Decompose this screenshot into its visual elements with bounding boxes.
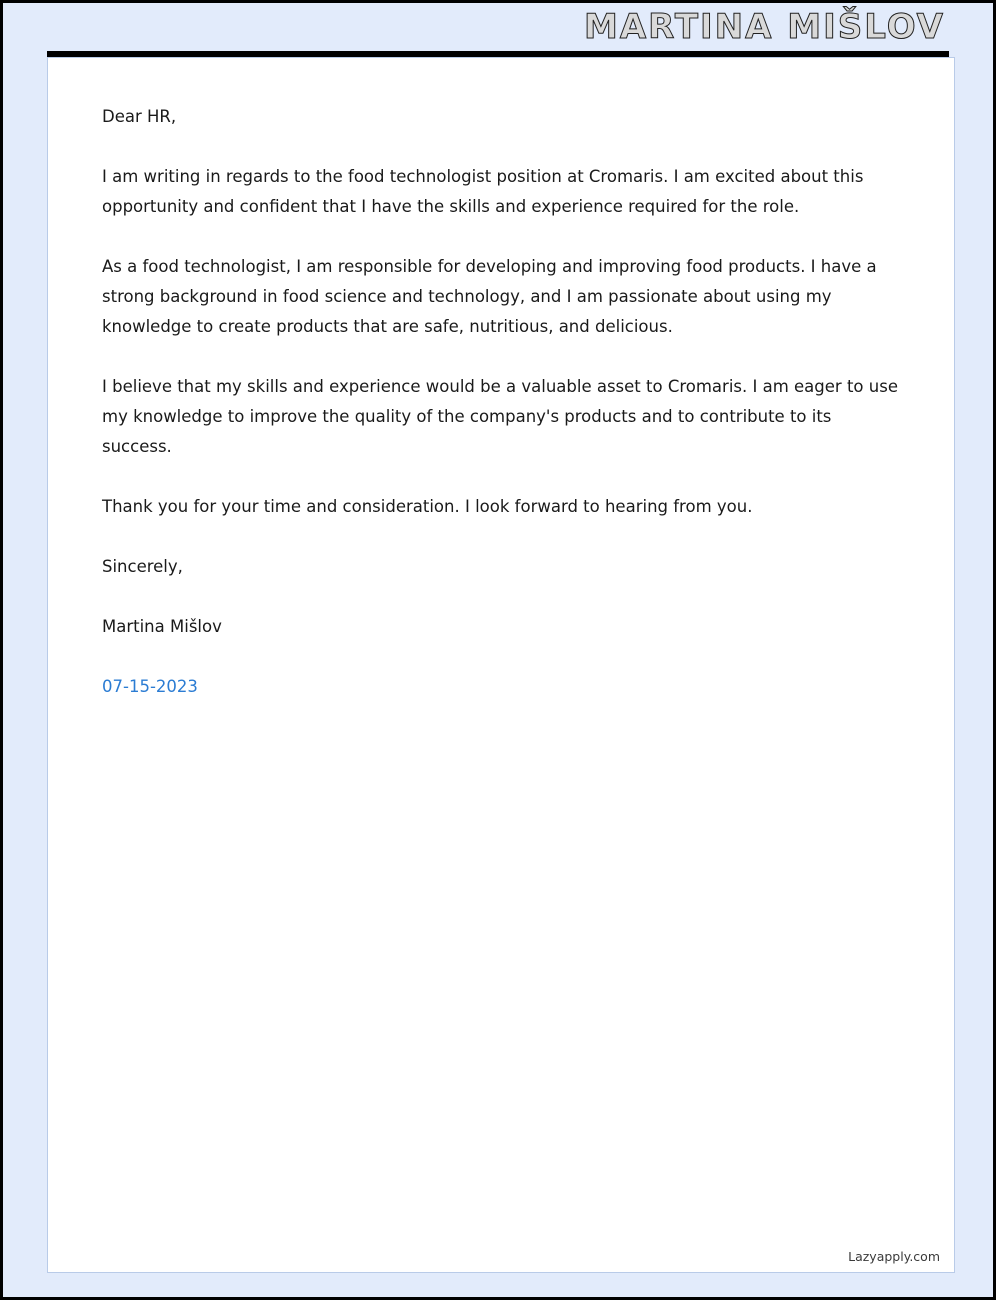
letter-paragraph-3: I believe that my skills and experience would be a valuable asset to Cromaris. I am eager to use my knowledge to improve the quality of the company's products and to contribute to its success.: [102, 377, 898, 456]
letter-paragraph-2: As a food technologist, I am responsible for developing and improving food products. I have a strong background in food science and technology, and I am passionate about using my knowledge to create products that are safe, nutritious, and delicious.: [102, 257, 877, 336]
letter-closing: Sincerely,: [102, 557, 183, 576]
cover-letter-body: [48, 58, 954, 702]
letter-paragraph-1: I am writing in regards to the food technologist position at Cromaris. I am excited about this opportunity and confident that I have the skills and experience required for the role.: [102, 167, 864, 216]
document-header: [3, 3, 993, 51]
header-author-name: MARTINA MIŠLOV: [584, 7, 945, 47]
footer-watermark: Lazyapply.com: [848, 1249, 940, 1264]
letter-signature-name: Martina Mišlov: [102, 617, 222, 636]
letter-paragraph-4: Thank you for your time and consideration. I look forward to hearing from you.: [102, 497, 753, 516]
letter-sheet: [47, 57, 955, 1273]
letter-salutation: Dear HR,: [102, 107, 177, 126]
letter-date: 07-15-2023: [102, 677, 198, 696]
